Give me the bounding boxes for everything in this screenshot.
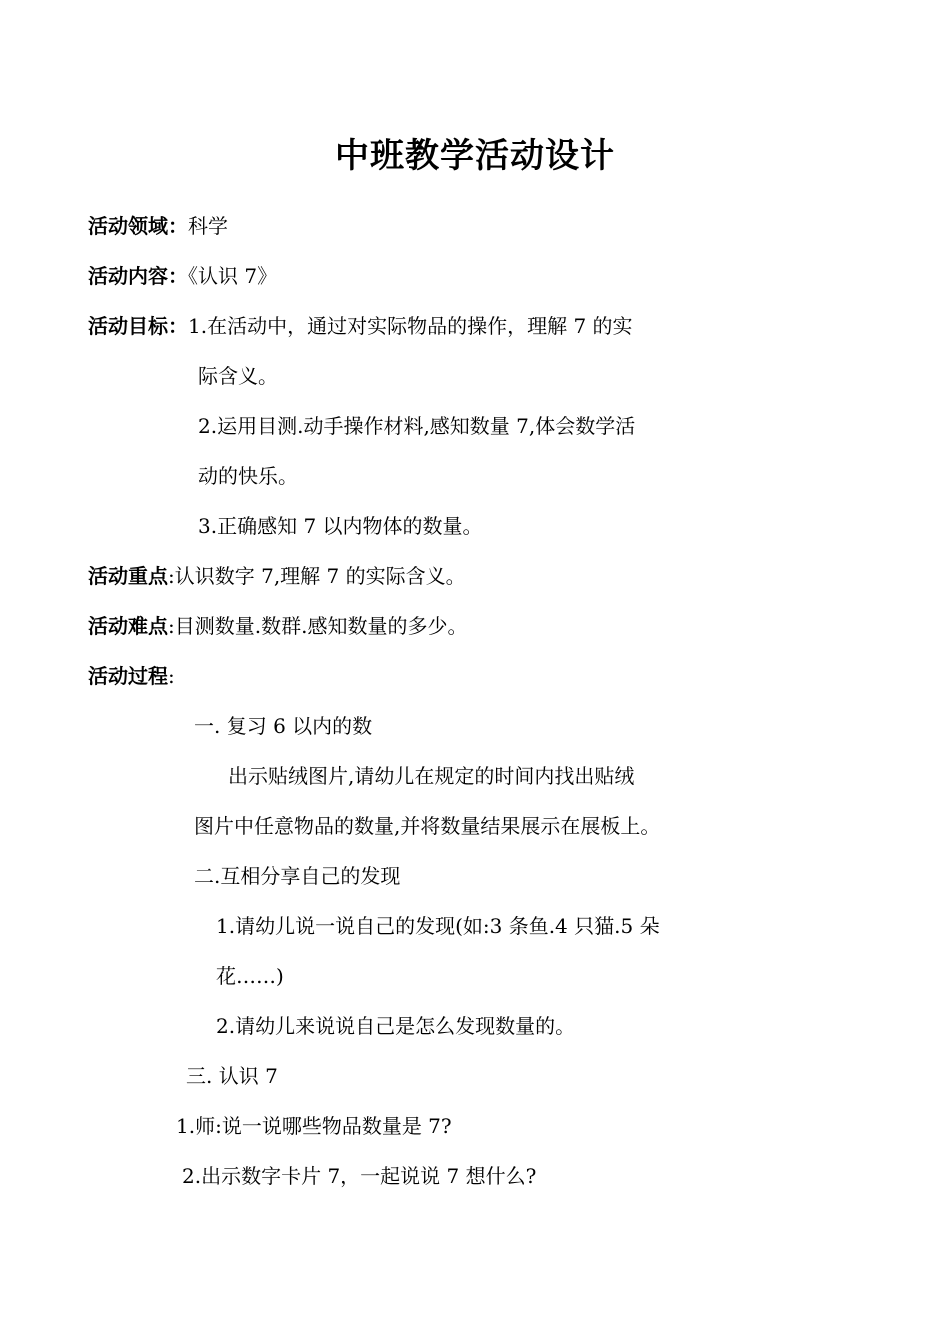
goal-line: 3.正确感知 7 以内物体的数量。 [198, 514, 483, 538]
activity-domain-label: 活动领域： [88, 214, 188, 238]
goal-line: 动的快乐。 [198, 464, 298, 488]
activity-goal-label: 活动目标： [88, 314, 188, 338]
activity-domain-row [88, 211, 228, 241]
activity-process-colon: : [168, 664, 175, 688]
activity-difficulty-row [88, 611, 467, 641]
activity-content-value: 《认识 7》 [188, 264, 278, 288]
activity-process-label: 活动过程 [88, 664, 168, 688]
activity-key-value: :认识数字 7,理解 7 的实际含义。 [168, 564, 466, 588]
section-1-text: 图片中任意物品的数量,并将数量结果展示在展板上。 [194, 814, 661, 838]
section-2-item: 2.请幼儿来说说自己是怎么发现数量的。 [216, 1014, 576, 1038]
page-title: 中班教学活动设计 [335, 136, 615, 176]
activity-key-row [88, 561, 466, 591]
activity-difficulty-label: 活动难点 [88, 614, 168, 638]
section-3-item: 1.师:说一说哪些物品数量是 7? [176, 1114, 452, 1138]
activity-goal-row [88, 311, 633, 341]
section-1-heading: 一. 复习 6 以内的数 [194, 714, 373, 738]
section-2-heading: 二.互相分享自己的发现 [194, 864, 401, 888]
section-3-heading: 三. 认识 7 [186, 1064, 278, 1088]
section-3-item: 2.出示数字卡片 7，一起说说 7 想什么? [182, 1164, 537, 1188]
goal-line: 2.运用目测.动手操作材料,感知数量 7,体会数学活 [198, 414, 636, 438]
goal-line: 际含义。 [198, 364, 278, 388]
section-1-text: 出示贴绒图片,请幼儿在规定的时间内找出贴绒 [228, 764, 635, 788]
section-2-item: 花……) [216, 964, 284, 988]
activity-difficulty-value: :目测数量.数群.感知数量的多少。 [168, 614, 468, 638]
activity-content-label: 活动内容： [88, 264, 188, 288]
activity-domain-value: 科学 [188, 214, 228, 238]
goal-line: 1.在活动中，通过对实际物品的操作，理解 7 的实 [188, 314, 633, 338]
activity-process-row [88, 661, 175, 691]
activity-key-label: 活动重点 [88, 564, 168, 588]
activity-content-row [88, 261, 277, 291]
section-2-item: 1.请幼儿说一说自己的发现(如:3 条鱼.4 只猫.5 朵 [216, 914, 660, 938]
